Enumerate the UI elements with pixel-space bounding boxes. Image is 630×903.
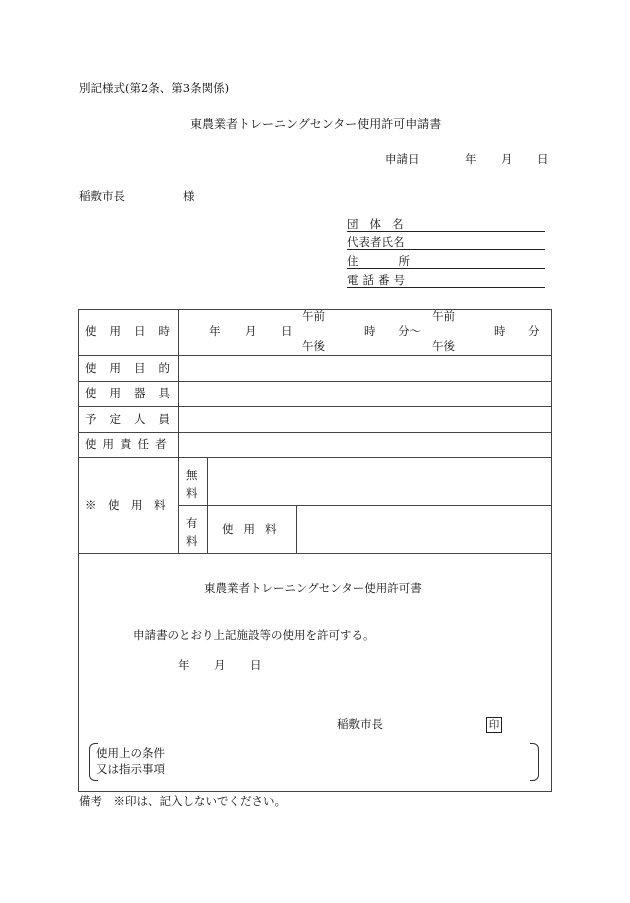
expected-people-field[interactable]	[179, 407, 551, 431]
paid-label: 有料	[186, 516, 198, 548]
conditions-bracket-right	[530, 743, 539, 781]
usage-datetime-label	[85, 324, 183, 338]
date-year-label: 年	[465, 152, 477, 166]
usage-month: 月	[245, 324, 257, 338]
expected-people-label: 予定人員	[85, 412, 183, 426]
date-day-label: 日	[537, 152, 549, 166]
end-minute: 分	[528, 324, 540, 338]
permit-year: 年	[178, 658, 190, 672]
permit-title: 東農業者トレーニングセンター使用許可書	[204, 581, 422, 595]
phone-label: 電話番号	[347, 273, 409, 287]
fee-amount-field[interactable]	[297, 506, 551, 552]
fee-amount-label: 使用料	[222, 522, 287, 536]
org-name-label	[347, 217, 415, 231]
purpose-field[interactable]	[179, 356, 551, 380]
start-pm: 午後	[302, 339, 325, 353]
usage-datetime-text: 使用日時	[85, 324, 183, 338]
table-rule	[78, 309, 79, 791]
free-field[interactable]	[208, 458, 551, 504]
permit-month: 月	[214, 658, 226, 672]
conditions-label-line2: 又は指示事項	[96, 762, 165, 776]
end-hour: 時	[494, 324, 506, 338]
representative-field[interactable]	[347, 249, 545, 250]
seal-mark: 印	[486, 717, 502, 733]
equipment-field[interactable]	[179, 382, 551, 406]
date-month-label: 月	[501, 152, 513, 166]
footer-note: 備考 ※印は、記入しないでください。	[79, 794, 286, 808]
honorific: 様	[183, 189, 195, 203]
end-pm: 午後	[432, 339, 455, 353]
table-rule	[78, 553, 552, 554]
end-am: 午前	[432, 309, 455, 323]
org-name-text: 団体名	[347, 217, 415, 231]
start-am: 午前	[302, 309, 325, 323]
org-name-field[interactable]	[347, 231, 545, 232]
application-title: 東農業者トレーニングセンター使用許可申請書	[190, 117, 442, 131]
table-rule	[551, 309, 552, 791]
equipment-label: 使用器具	[85, 386, 183, 400]
conditions-label-line1: 使用上の条件	[96, 746, 165, 760]
form-label: 別記様式(第2条、第3条関係)	[79, 81, 230, 95]
table-rule	[78, 791, 552, 792]
responsible-label: 使用責任者	[85, 437, 173, 451]
phone-field[interactable]	[347, 287, 545, 288]
application-date-label: 申請日	[385, 152, 420, 166]
permit-day: 日	[250, 658, 262, 672]
addressee: 稲敷市長	[79, 189, 125, 203]
representative-label: 代表者氏名	[347, 235, 405, 249]
permit-statement: 申請書のとおり上記施設等の使用を許可する。	[133, 628, 375, 642]
purpose-label: 使用目的	[85, 361, 183, 375]
address-label: 住所	[347, 254, 450, 268]
usage-year: 年	[209, 324, 221, 338]
fee-label: ※ 使 用 料	[85, 498, 166, 512]
permit-issuer: 稲敷市長	[337, 717, 383, 731]
usage-day: 日	[281, 324, 293, 338]
address-field[interactable]	[347, 268, 545, 269]
free-label: 無料	[186, 468, 198, 500]
start-hour: 時	[364, 324, 376, 338]
start-minute-to: 分〜	[398, 324, 421, 338]
responsible-field[interactable]	[179, 433, 551, 457]
table-rule	[178, 309, 179, 553]
